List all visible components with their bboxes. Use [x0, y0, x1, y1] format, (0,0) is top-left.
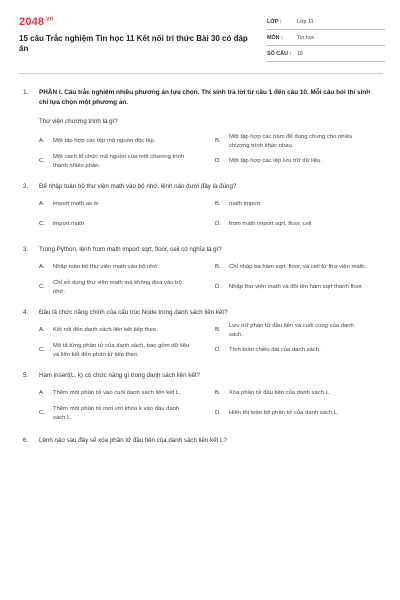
option-text: Xóa phần tử đầu tiên của danh sách L. [229, 390, 331, 397]
option-letter: D. [215, 158, 221, 165]
option-b[interactable] [215, 196, 387, 213]
option-letter: A. [39, 327, 45, 334]
question-text: Lệnh nào sau đây sẽ xóa phần tử đầu tiên của danh sách liên kết L? [39, 437, 227, 444]
option-text: Một tập hợp các tệp lưu trữ dữ liệu. [229, 158, 322, 165]
option-text: Tính toán chiều dài của danh sách. [229, 347, 321, 354]
option-text: Kết nối đến danh sách liên kết tiếp theo. [53, 327, 158, 334]
option-letter: D. [215, 347, 221, 354]
meta-row-count [267, 46, 385, 62]
option-c[interactable] [39, 216, 211, 233]
meta-key: SỐ CÂU : [267, 50, 292, 57]
question-number: 1. [23, 89, 29, 96]
option-letter: C. [39, 410, 45, 417]
option-text: math import [229, 201, 261, 208]
question-4 [15, 308, 387, 359]
option-text: import math as m [53, 201, 99, 208]
option-letter: D. [215, 221, 221, 228]
header-divider [19, 73, 383, 74]
option-text: Chỉ sử dụng thư viện math mà không đưa vào bộ nhớ. [53, 280, 182, 295]
meta-key: LỚP : [267, 18, 282, 25]
option-letter: A. [39, 390, 45, 397]
option-letter: B. [215, 264, 221, 271]
option-letter: D. [215, 410, 221, 417]
question-number: 4. [23, 309, 29, 316]
meta-table [267, 14, 385, 62]
option-text: Một cách tổ chức mã nguồn của một chương trình thành nhiều phần. [53, 154, 185, 169]
option-text: Lưu trữ phần tử đầu tiên và cuối cùng của danh sách. [229, 323, 354, 338]
option-b[interactable] [215, 259, 387, 276]
question-3 [15, 245, 387, 296]
question-text: Để nhập toàn bộ thư viện math vào bộ nhớ, lệnh nào dưới đây là đúng? [39, 183, 237, 190]
option-text: Một tập hợp các tệp mã nguồn độc lập. [53, 138, 156, 145]
option-text: Nhập toàn bộ thư viện math vào bộ nhớ. [53, 264, 160, 271]
meta-value: Tin học [297, 34, 315, 41]
meta-value: 15 [297, 50, 303, 57]
option-grid [39, 385, 387, 422]
question-stem: Thư viện chương trình là gì? [39, 118, 118, 125]
option-d[interactable] [215, 405, 387, 422]
option-grid [39, 259, 387, 296]
option-letter: A. [39, 138, 45, 145]
option-grid [39, 322, 387, 359]
option-letter: C. [39, 221, 45, 228]
option-d[interactable] [215, 153, 387, 170]
option-c[interactable] [39, 342, 211, 359]
site-logo[interactable] [19, 16, 54, 28]
part-intro [15, 88, 387, 108]
logo-text: 2048 [19, 16, 45, 28]
option-letter: C. [39, 347, 45, 354]
option-d[interactable] [215, 342, 387, 359]
option-c[interactable] [39, 279, 211, 296]
option-c[interactable] [39, 153, 211, 170]
option-letter: B. [215, 201, 221, 208]
question-6 [15, 436, 387, 445]
meta-key: MÔN : [267, 34, 283, 41]
header [15, 12, 387, 68]
question-number: 6. [23, 437, 29, 444]
meta-row-subject [267, 30, 385, 46]
option-grid [39, 196, 387, 233]
option-text: Chỉ nhập ba hàm sqrt, floor, và ceil từ thư viện math. [229, 264, 367, 271]
logo-suffix: .vn [44, 16, 54, 23]
option-text: import math [53, 221, 85, 228]
option-b[interactable] [215, 322, 387, 339]
option-text: Một tập hợp các hàm để dùng chung cho nhiều chương trình khác nhau. [229, 134, 353, 149]
worksheet-page [15, 12, 387, 598]
option-letter: B. [215, 390, 221, 397]
option-text: Nhập thư viện math và đổi tên hàm sqrt thành floor. [229, 284, 364, 291]
option-text: Mô tả từng phần tử của danh sách, bao gồm dữ liệu và liên kết đến phần tử tiếp theo. [53, 343, 190, 358]
page-title: 15 câu Trắc nghiệm Tin học 11 Kết nối tri thức Bài 30 có đáp án [19, 34, 248, 53]
question-list [15, 80, 387, 445]
option-letter: B. [215, 138, 221, 145]
option-text: from math import sqrt, floor, ceil [229, 221, 312, 228]
option-a[interactable] [39, 385, 211, 402]
meta-value: Lớp 11 [297, 18, 314, 25]
question-text: Hàm insert(L, k) có chức năng gì trong danh sách liên kết? [39, 372, 200, 379]
question-number: 5. [23, 372, 29, 379]
option-c[interactable] [39, 405, 211, 422]
option-letter: A. [39, 201, 45, 208]
option-a[interactable] [39, 322, 211, 339]
question-text: Trong Python, lệnh from math import sqrt, floor, ceil có nghĩa là gì? [39, 246, 222, 253]
question-number: 3. [23, 246, 29, 253]
option-d[interactable] [215, 216, 387, 233]
option-letter: C. [39, 158, 45, 165]
option-a[interactable] [39, 196, 211, 213]
question-text: Đâu là chức năng chính của cấu trúc Node trong danh sách liên kết? [39, 309, 228, 316]
question-2 [15, 182, 387, 233]
option-letter: B. [215, 327, 221, 334]
option-a[interactable] [39, 259, 211, 276]
option-text: Thêm một phần tử mới với khóa k vào đầu danh sách L. [53, 406, 180, 421]
part-instructions: PHẦN I. Câu trắc nghiệm nhiều phương án lựa chọn. Thí sinh trả lời từ câu 1 đến câu 10. Mỗi câu hỏi thí sinh chỉ lựa chọn một phương án. [39, 89, 371, 106]
question-number: 2. [23, 183, 29, 190]
option-grid [39, 133, 387, 170]
question-5 [15, 371, 387, 422]
option-text: Thêm một phần tử vào cuối danh sách liên kết L. [53, 390, 181, 397]
meta-row-grade [267, 14, 385, 30]
option-a[interactable] [39, 133, 211, 150]
option-b[interactable] [215, 133, 387, 150]
option-letter: A. [39, 264, 45, 271]
question-1 [15, 133, 387, 170]
option-d[interactable] [215, 279, 387, 296]
option-text: Hiển thị toàn bộ phần tử của danh sách L. [229, 410, 339, 417]
option-letter: C. [39, 284, 45, 291]
option-b[interactable] [215, 385, 387, 402]
option-letter: D. [215, 284, 221, 291]
